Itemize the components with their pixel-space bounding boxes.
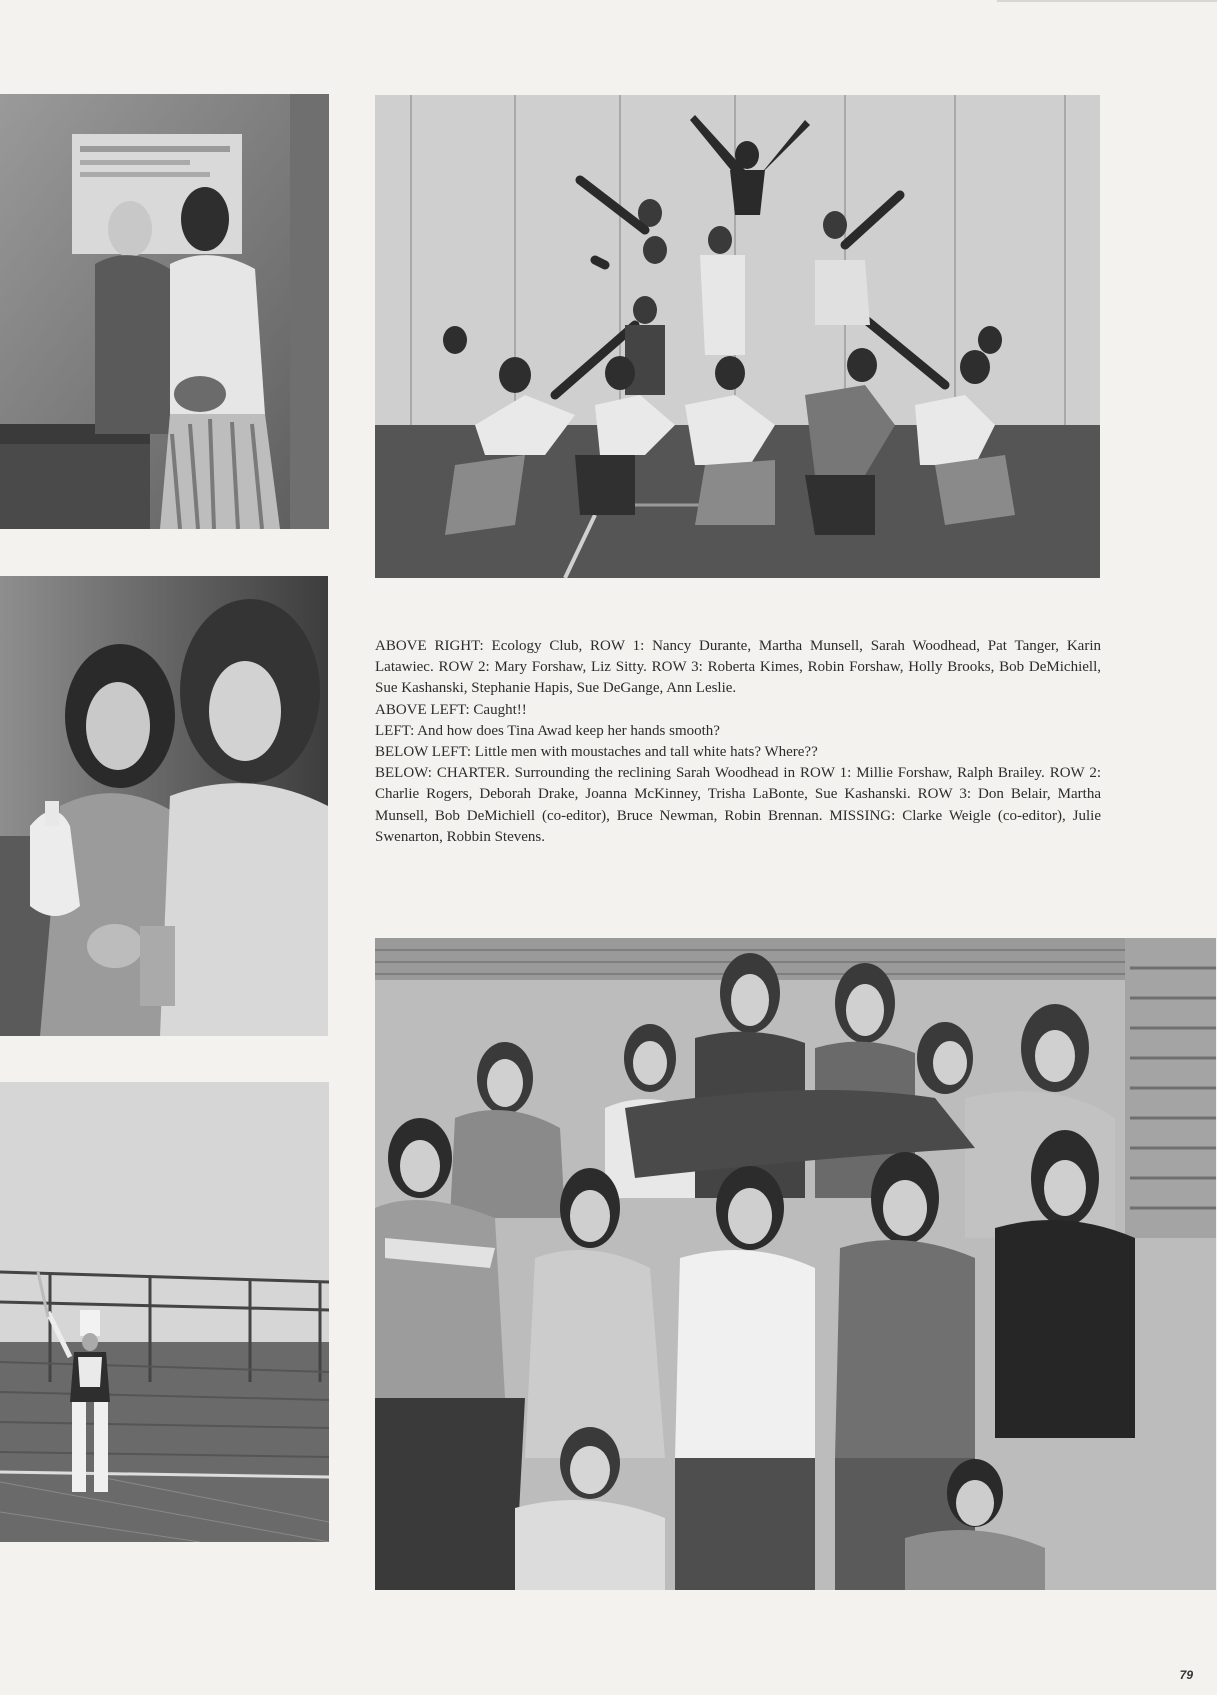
- caption-below-left: BELOW LEFT: Little men with moustaches and tall white hats? Where??: [375, 744, 818, 761]
- photo-ecology-club: [375, 95, 1100, 578]
- photo-classroom-students: [0, 94, 329, 529]
- photo-charter-group: [375, 938, 1216, 1590]
- photo-two-students-laughing: [0, 576, 328, 1036]
- caption-above-left: ABOVE LEFT: Caught!!: [375, 701, 527, 718]
- caption-below: BELOW: CHARTER. Surrounding the reclining Sarah Woodhead in ROW 1: Millie Forshaw, Ralph Brailey. ROW 2: Charlie Rogers, Deborah Drake, Joanna McKinney, Trisha LaBonte, Sue Kashanski. ROW 3: Don Belair, Martha Munsell, Bob DeMichiell (co-editor), Bruce Newman, Robin Brennan. MISSING: Clarke Weigle (co-editor), Julie Swenarton, Robbin Stevens.: [375, 765, 1101, 845]
- caption-above-right: ABOVE RIGHT: Ecology Club, ROW 1: Nancy Durante, Martha Munsell, Sarah Woodhead, Pat Tanger, Karin Latawiec. ROW 2: Mary Forshaw, Liz Sitty. ROW 3: Roberta Kimes, Robin Forshaw, Holly Brooks, Bob DeMichiell, Sue Kashanski, Stephanie Hapis, Sue DeGange, Ann Leslie.: [375, 638, 1101, 697]
- photo-captions: [375, 636, 1101, 848]
- photo-drum-major-stadium: [0, 1082, 329, 1542]
- caption-left: LEFT: And how does Tina Awad keep her hands smooth?: [375, 722, 720, 739]
- page-top-rule: [997, 0, 1217, 2]
- page-number: 79: [1179, 1668, 1193, 1682]
